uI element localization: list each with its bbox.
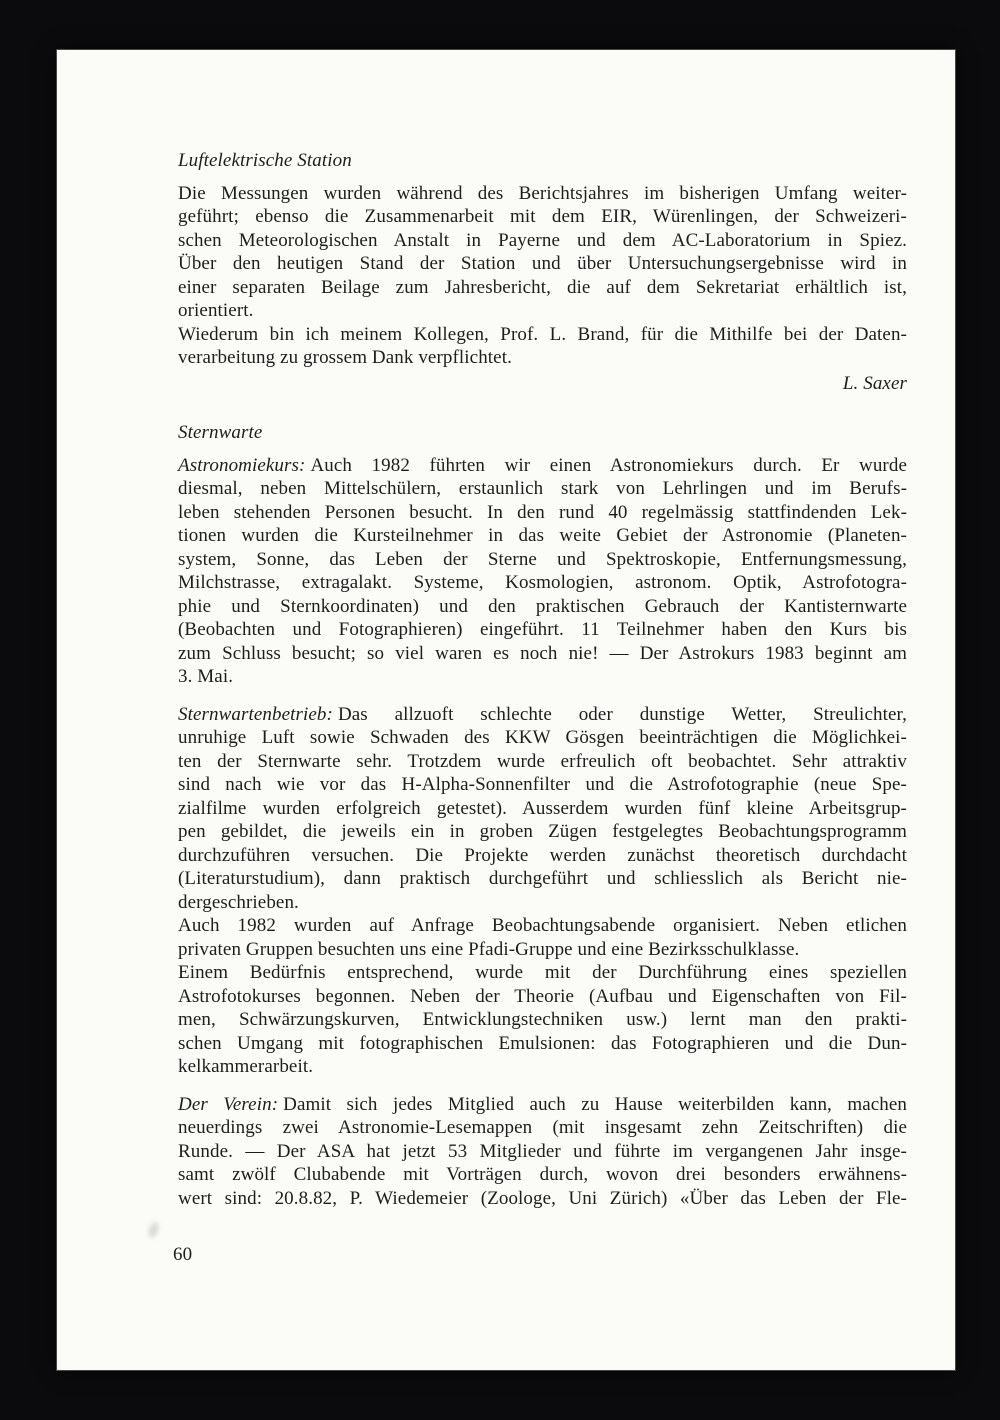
paragraph-lead: Astronomiekurs: (178, 454, 306, 476)
section-heading: Luftelektrische Station (178, 150, 352, 171)
text-line: neuerdings zwei Astronomie-Lesemappen (mit insgesamt zehn Zeitschriften) die (178, 1117, 907, 1138)
text-line: geführt; ebenso die Zusammenarbeit mit dem EIR, Würenlingen, der Schweizeri- (178, 206, 907, 227)
text-line: (Literaturstudium), dann praktisch durchgeführt und schliesslich als Bericht nie- (178, 868, 907, 889)
text-line: privaten Gruppen besuchten uns eine Pfadi-Gruppe und eine Bezirksschulklasse. (178, 938, 800, 960)
text-line: phie und Sternkoordinaten) und den praktischen Gebrauch der Kantisternwarte (178, 595, 907, 617)
text-line: einer separaten Beilage zum Jahresbericht, die auf dem Sekretariat erhältlich ist, (178, 276, 907, 298)
text-line: Der Verein: Damit sich jedes Mitglied auch zu Hause weiterbilden kann, machen (178, 1093, 907, 1115)
text-line: durchzuführen versuchen. Die Projekte werden zunächst theoretisch durchdacht (178, 844, 907, 866)
paragraph-lead: Der Verein: (178, 1093, 279, 1115)
text-line: leben stehenden Personen besucht. In den rund 40 regelmässig stattfindenden Lek- (178, 501, 907, 523)
text-line: 3. Mai. (178, 666, 234, 687)
text-line: Astrofotokurses begonnen. Neben der Theorie (Aufbau und Eigenschaften von Fil- (178, 985, 907, 1007)
text-line: Wiederum bin ich meinem Kollegen, Prof. L. Brand, für die Mithilfe bei der Daten- (178, 323, 907, 345)
text-line: pen gebildet, die jeweils ein in groben Zügen festgelegtes Beobachtungsprogramm (178, 821, 907, 842)
text-line: ten der Sternwarte sehr. Trotzdem wurde erfreulich oft beobachtet. Sehr attraktiv (178, 750, 907, 772)
paragraph (178, 182, 907, 370)
document-page (57, 50, 955, 1370)
text-line: Astronomiekurs: Auch 1982 führten wir einen Astronomiekurs durch. Er wurde (178, 454, 907, 476)
text-line: Über den heutigen Stand der Station und über Untersuchungsergebnisse wird in (178, 253, 907, 274)
text-line: Sternwartenbetrieb: Das allzuoft schlechte oder dunstige Wetter, Streulichter, (178, 703, 907, 725)
text-line: schen Meteorologischen Anstalt in Payerne und dem AC-Laboratorium in Spiez. (178, 229, 907, 251)
text-line: system, Sonne, das Leben der Sterne und Spektroskopie, Entfernungsmessung, (178, 548, 907, 570)
page-number: 60 (173, 1244, 193, 1265)
text-line: schen Umgang mit fotographischen Emulsionen: das Fotographieren und die Dun- (178, 1032, 907, 1054)
text-line: unruhige Luft sowie Schwaden des KKW Gösgen beeinträchtigen die Möglichkei- (178, 727, 907, 748)
text-line: Die Messungen wurden während des Berichtsjahres im bisherigen Umfang weiter- (178, 182, 907, 204)
text-line: Auch 1982 wurden auf Anfrage Beobachtungsabende organisiert. Neben etlichen (178, 915, 907, 936)
scan-smudge (147, 1221, 161, 1239)
text-line: sind nach wie vor das H-Alpha-Sonnenfilter und die Astrofotographie (neue Spe- (178, 774, 907, 795)
text-line: diesmal, neben Mittelschülern, erstaunlich stark von Lehrlingen und im Berufs- (178, 478, 907, 499)
paragraph-lead: Sternwartenbetrieb: (178, 703, 333, 725)
paragraph (178, 454, 907, 689)
page-content (173, 149, 907, 1267)
text-line: tionen wurden die Kursteilnehmer in das weite Gebiet der Astronomie (Planeten- (178, 525, 907, 546)
author-signature: L. Saxer (842, 372, 907, 394)
text-line: zialfilme wurden erfolgreich getestet). Ausserdem wurden fünf kleine Arbeitsgrup- (178, 797, 907, 819)
paragraph (178, 1093, 907, 1211)
text-line: men, Schwärzungskurven, Entwicklungstechniken usw.) lernt man den prakti- (178, 1009, 907, 1030)
text-line: (Beobachten und Fotographieren) eingeführt. 11 Teilnehmer haben den Kurs bis (178, 619, 907, 640)
paragraph (178, 703, 907, 1079)
text-line: Einem Bedürfnis entsprechend, wurde mit der Durchführung eines speziellen (178, 962, 907, 983)
text-line: verarbeitung zu grossem Dank verpflichtet. (178, 347, 512, 368)
section-heading: Sternwarte (178, 422, 263, 443)
text-line: dergeschrieben. (178, 891, 299, 913)
text-line: orientiert. (178, 300, 254, 321)
text-line: Runde. — Der ASA hat jetzt 53 Mitglieder und führte im vergangenen Jahr insge- (178, 1140, 907, 1162)
text-line: zum Schluss besucht; so viel waren es noch nie! — Der Astrokurs 1983 beginnt am (178, 642, 907, 664)
text-line: Milchstrasse, extragalakt. Systeme, Kosmologien, astronom. Optik, Astrofotogra- (178, 572, 907, 593)
text-line: wert sind: 20.8.82, P. Wiedemeier (Zoologe, Uni Zürich) «Über das Leben der Fle- (178, 1187, 907, 1209)
text-line: kelkammerarbeit. (178, 1056, 314, 1077)
text-line: samt zwölf Clubabende mit Vorträgen durch, wovon drei besonders erwähnens- (178, 1164, 907, 1185)
